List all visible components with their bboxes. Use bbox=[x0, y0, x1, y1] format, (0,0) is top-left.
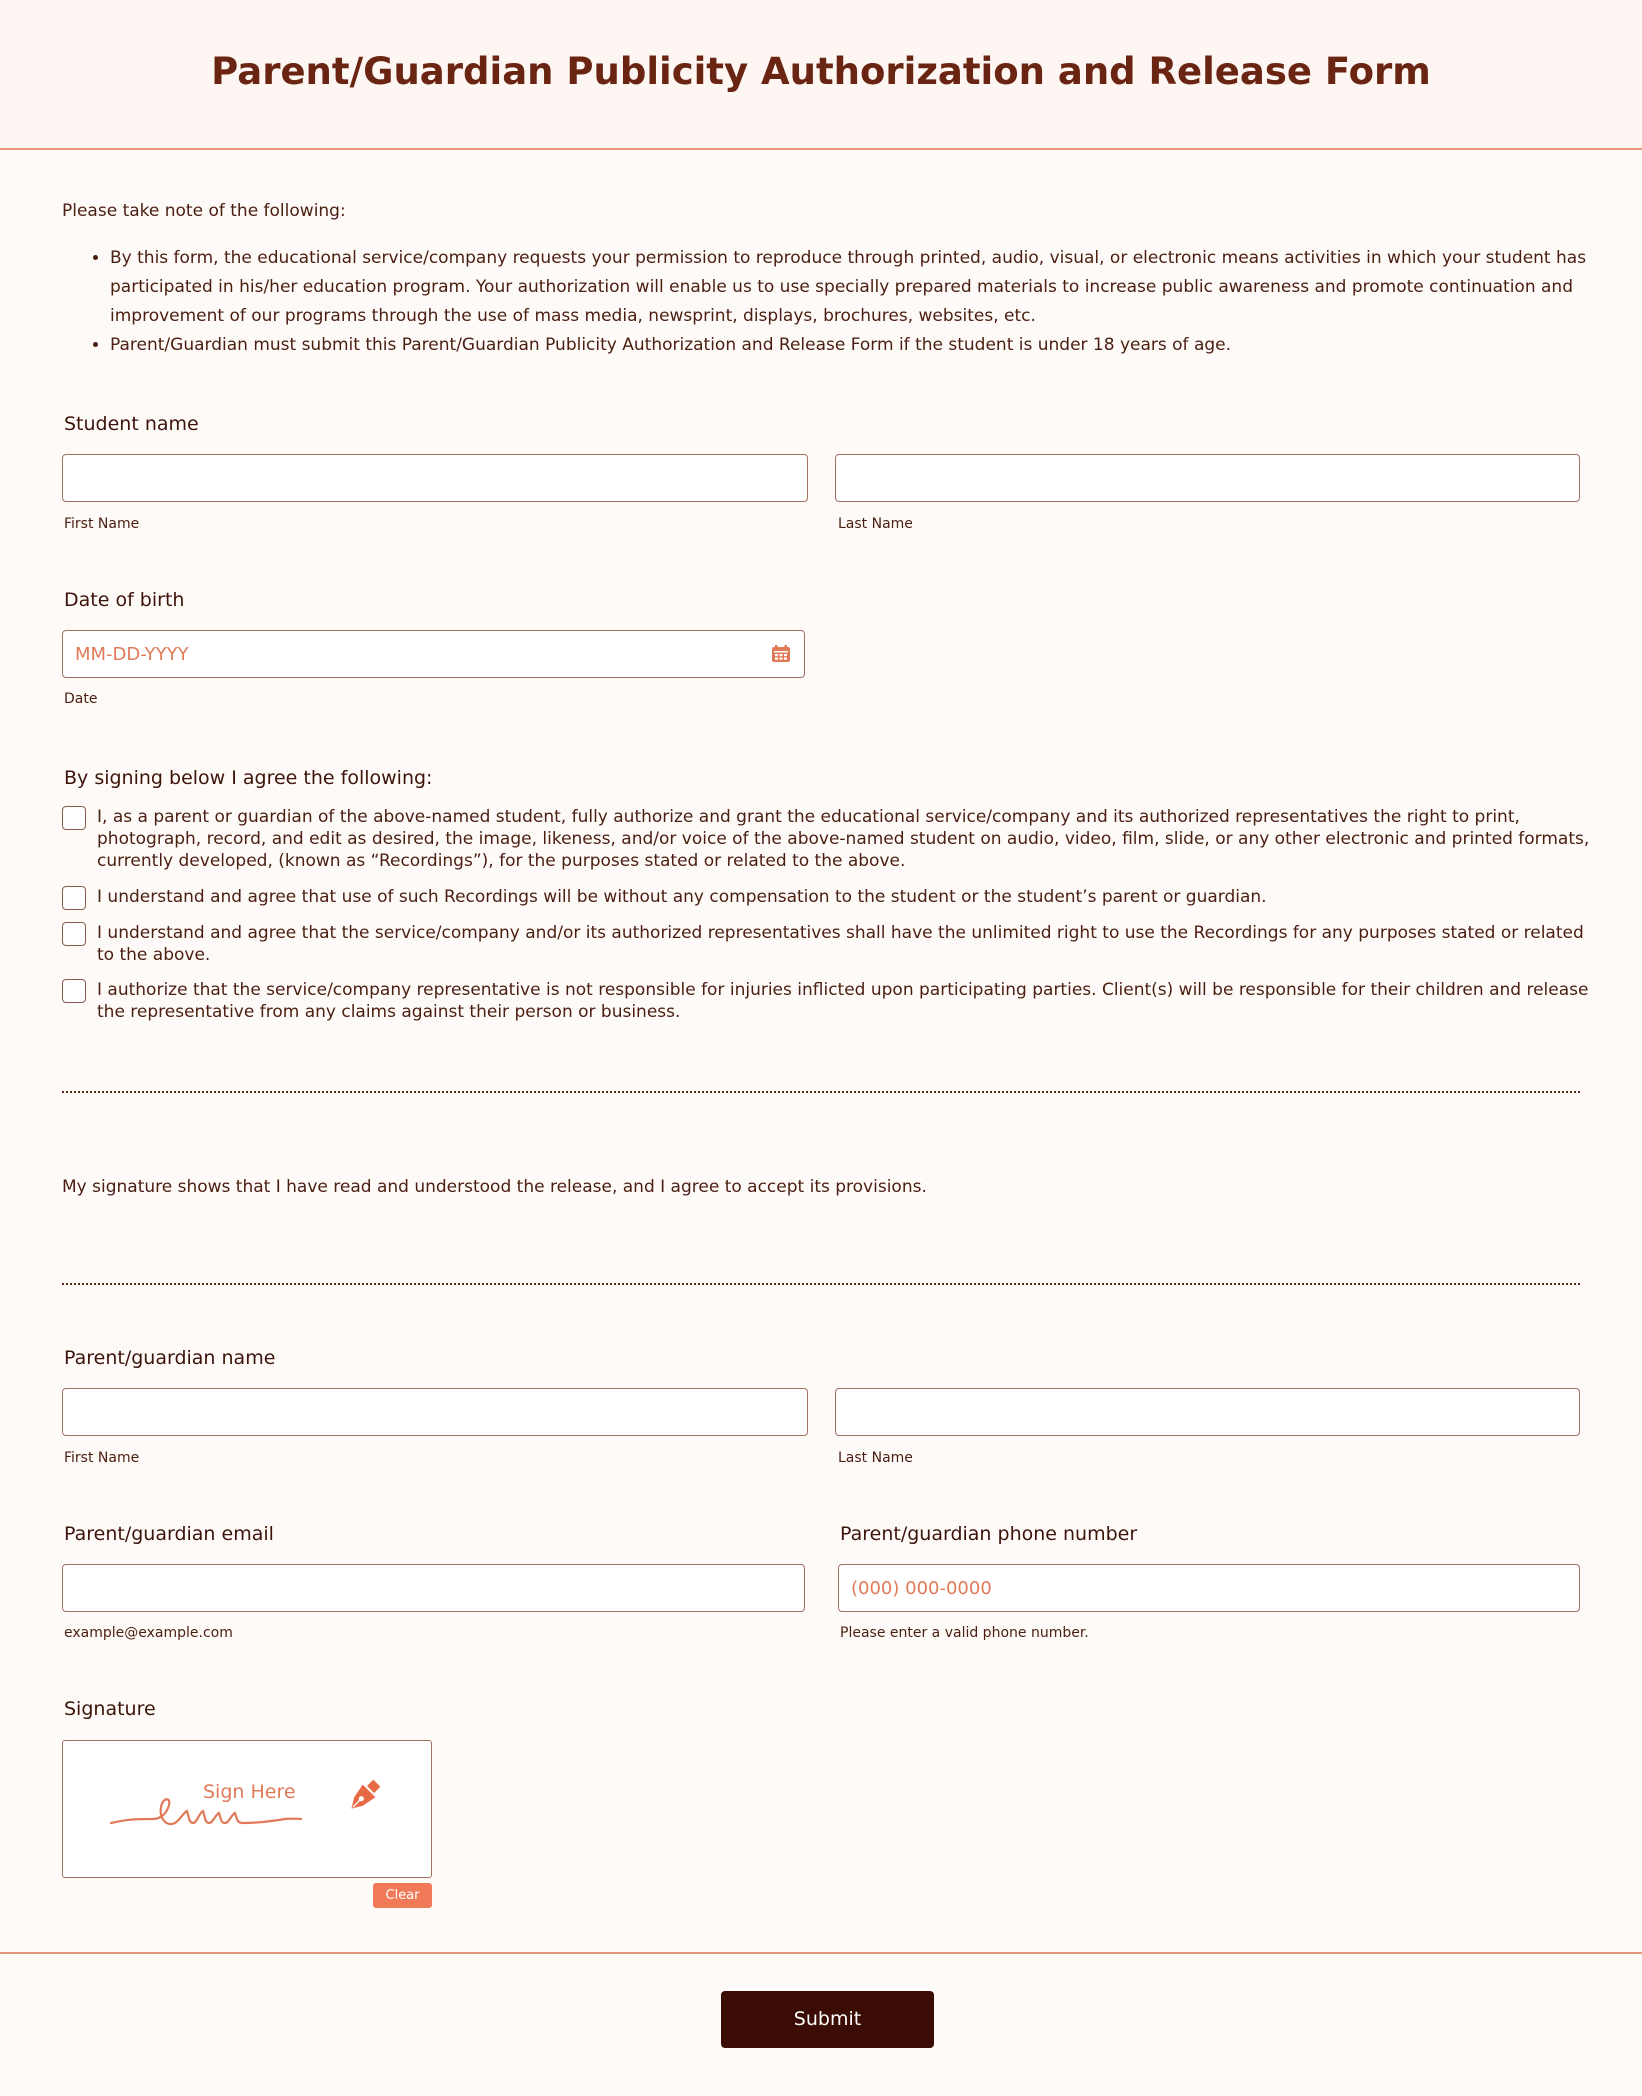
submit-button[interactable]: Submit bbox=[721, 1991, 934, 2048]
signature-pad[interactable] bbox=[62, 1740, 432, 1878]
student-last-name-input[interactable] bbox=[835, 454, 1580, 502]
guardian-email-sublabel: example@example.com bbox=[64, 1625, 233, 1641]
guardian-phone-input[interactable] bbox=[838, 1564, 1580, 1612]
intro-title: Please take note of the following: bbox=[62, 201, 346, 221]
dob-label: Date of birth bbox=[64, 589, 185, 611]
guardian-phone-label: Parent/guardian phone number bbox=[840, 1523, 1138, 1545]
sign-here-prompt: Sign Here bbox=[203, 1781, 296, 1803]
agreement-checkbox-3[interactable] bbox=[62, 922, 86, 946]
section-divider bbox=[62, 1091, 1580, 1093]
section-divider bbox=[62, 1283, 1580, 1285]
guardian-last-name-input[interactable] bbox=[835, 1388, 1580, 1436]
guardian-first-name-sublabel: First Name bbox=[64, 1450, 140, 1466]
guardian-last-name-sublabel: Last Name bbox=[838, 1450, 913, 1466]
agreement-text-2: I understand and agree that use of such Recordings will be without any compensation to the student or the student’s parent or guardian. bbox=[97, 887, 1267, 907]
form-footer bbox=[0, 1952, 1642, 2096]
page-title: Parent/Guardian Publicity Authorization and Release Form bbox=[211, 50, 1431, 93]
agreement-text-3: I understand and agree that the service/company and/or its authorized representatives shall have the unlimited right to use the Recordings for any purposes stated or related to the above. bbox=[97, 923, 1584, 965]
agreement-text-1: I, as a parent or guardian of the above-named student, fully authorize and grant the educational service/company and its authorized representatives the right to print, photograph, record, and edit as desired, the image, likeness, and/or voice of the above-named student on audio, video, film, slide, or any other electronic and printed formats, currently developed, (known as “Recordings”), for the purposes stated or related to the above. bbox=[97, 807, 1590, 871]
agreement-checkbox-4[interactable] bbox=[62, 979, 86, 1003]
agreement-label: By signing below I agree the following: bbox=[64, 767, 433, 789]
student-first-name-sublabel: First Name bbox=[64, 516, 140, 532]
student-last-name-sublabel: Last Name bbox=[838, 516, 913, 532]
agreement-checkbox-2[interactable] bbox=[62, 886, 86, 910]
agreement-text-4: I authorize that the service/company representative is not responsible for injuries inflicted upon participating parties. Client(s) will be responsible for their children and release the representative from any claims against their person or business. bbox=[97, 980, 1589, 1022]
signature-statement: My signature shows that I have read and understood the release, and I agree to accept its provisions. bbox=[62, 1177, 927, 1197]
form-header bbox=[0, 0, 1642, 150]
guardian-email-label: Parent/guardian email bbox=[64, 1523, 274, 1545]
student-first-name-input[interactable] bbox=[62, 454, 808, 502]
guardian-email-input[interactable] bbox=[62, 1564, 805, 1612]
student-name-label: Student name bbox=[64, 413, 199, 435]
intro-bullet: • Parent/Guardian must submit this Parent/Guardian Publicity Authorization and Release Form if the student is under 18 years of age. bbox=[110, 331, 1630, 360]
guardian-name-label: Parent/guardian name bbox=[64, 1347, 276, 1369]
dob-sublabel: Date bbox=[64, 691, 98, 707]
clear-signature-button[interactable]: Clear bbox=[373, 1883, 432, 1908]
intro-bullet: • By this form, the educational service/company requests your permission to reproduce through printed, audio, visual, or electronic means activities in which your student has participated in his/her education program. Your authorization will enable us to use specially prepared materials to increase public awareness and promote continuation and improvement of our programs through the use of mass media, newsprint, displays, brochures, websites, etc. bbox=[110, 244, 1630, 331]
calendar-icon[interactable] bbox=[772, 645, 790, 662]
guardian-first-name-input[interactable] bbox=[62, 1388, 808, 1436]
pen-nib-icon bbox=[341, 1777, 383, 1819]
agreement-checkbox-1[interactable] bbox=[62, 806, 86, 830]
guardian-phone-sublabel: Please enter a valid phone number. bbox=[840, 1625, 1089, 1641]
signature-label: Signature bbox=[64, 1698, 156, 1720]
intro-list bbox=[62, 244, 1630, 360]
dob-input[interactable] bbox=[62, 630, 805, 678]
